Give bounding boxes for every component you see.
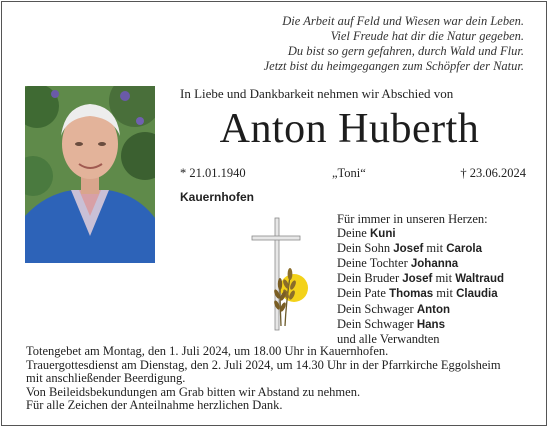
poem xyxy=(204,14,524,74)
mourner-relation: Deine xyxy=(337,226,370,241)
mourner-name: Carola xyxy=(446,243,483,256)
mourner-joiner: mit xyxy=(423,241,447,256)
mourners-list xyxy=(337,212,504,346)
notice-line: Von Beileidsbekundungen am Grab bitten wir Abstand zu nehmen. xyxy=(26,384,361,399)
mourner-name: Hans xyxy=(416,318,445,331)
poem-line: Viel Freude hat dir die Natur gegeben. xyxy=(330,29,524,43)
mourner-row xyxy=(337,286,504,301)
nickname: „Toni“ xyxy=(332,166,366,180)
notice-line: Totengebet am Montag, den 1. Juli 2024, um 18.00 Uhr in Kauernhofen. xyxy=(26,344,389,358)
mourner-joiner: mit xyxy=(432,271,456,286)
mourner-relation: Deine Tochter xyxy=(337,256,411,271)
mourner-name: Josef xyxy=(402,273,433,286)
poem-line: Die Arbeit auf Feld und Wiesen war dein Leben. xyxy=(282,14,524,28)
mourner-name: Josef xyxy=(393,243,424,256)
mourner-relation: Dein Pate xyxy=(337,286,390,301)
cross-with-wheat-icon xyxy=(248,214,318,334)
poem-line: Jetzt bist du heimgegangen zum Schöpfer der Natur. xyxy=(263,59,524,73)
mourners-lead: Für immer in unseren Herzen: xyxy=(337,212,488,226)
funeral-notice xyxy=(26,345,501,413)
mourner-name: Claudia xyxy=(456,288,498,301)
mourner-row xyxy=(337,271,504,286)
notice-line: Für alle Zeichen der Anteilnahme herzlichen Dank. xyxy=(26,398,283,413)
death-date: † 23.06.2024 xyxy=(460,166,526,180)
mourner-relation: Dein Sohn xyxy=(337,241,394,256)
mourner-row xyxy=(337,302,504,317)
obituary-card xyxy=(1,1,547,426)
mourner-row xyxy=(337,256,504,271)
mourner-row xyxy=(337,226,504,241)
mourner-name: Johanna xyxy=(410,258,459,271)
intro-text: In Liebe und Dankbarkeit nehmen wir Abschied von xyxy=(180,86,454,101)
mourners-closing: und alle Verwandten xyxy=(337,331,440,346)
mourner-relation: Dein Schwager xyxy=(337,301,417,316)
deceased-name: Anton Huberth xyxy=(219,106,480,152)
hometown: Kauernhofen xyxy=(180,190,255,204)
notice-line: mit anschließender Beerdigung. xyxy=(26,371,186,386)
poem-line: Du bist so gern gefahren, durch Wald und Flur. xyxy=(287,44,524,58)
notice-line: Trauergottesdienst am Dienstag, den 2. Juli 2024, um 14.30 Uhr in der Pfarrkirche Eggolsheim xyxy=(26,357,501,372)
portrait-photo xyxy=(25,86,155,263)
mourner-row xyxy=(337,241,504,256)
mourner-name: Thomas xyxy=(389,288,434,301)
mourner-relation: Dein Schwager xyxy=(337,316,417,331)
mourner-name: Waltraud xyxy=(455,273,505,286)
mourner-name: Kuni xyxy=(369,228,396,241)
birth-date: * 21.01.1940 xyxy=(180,166,246,180)
mourner-row xyxy=(337,317,504,332)
mourner-relation: Dein Bruder xyxy=(337,271,403,286)
mourner-joiner: mit xyxy=(433,286,457,301)
mourner-name: Anton xyxy=(416,303,451,316)
